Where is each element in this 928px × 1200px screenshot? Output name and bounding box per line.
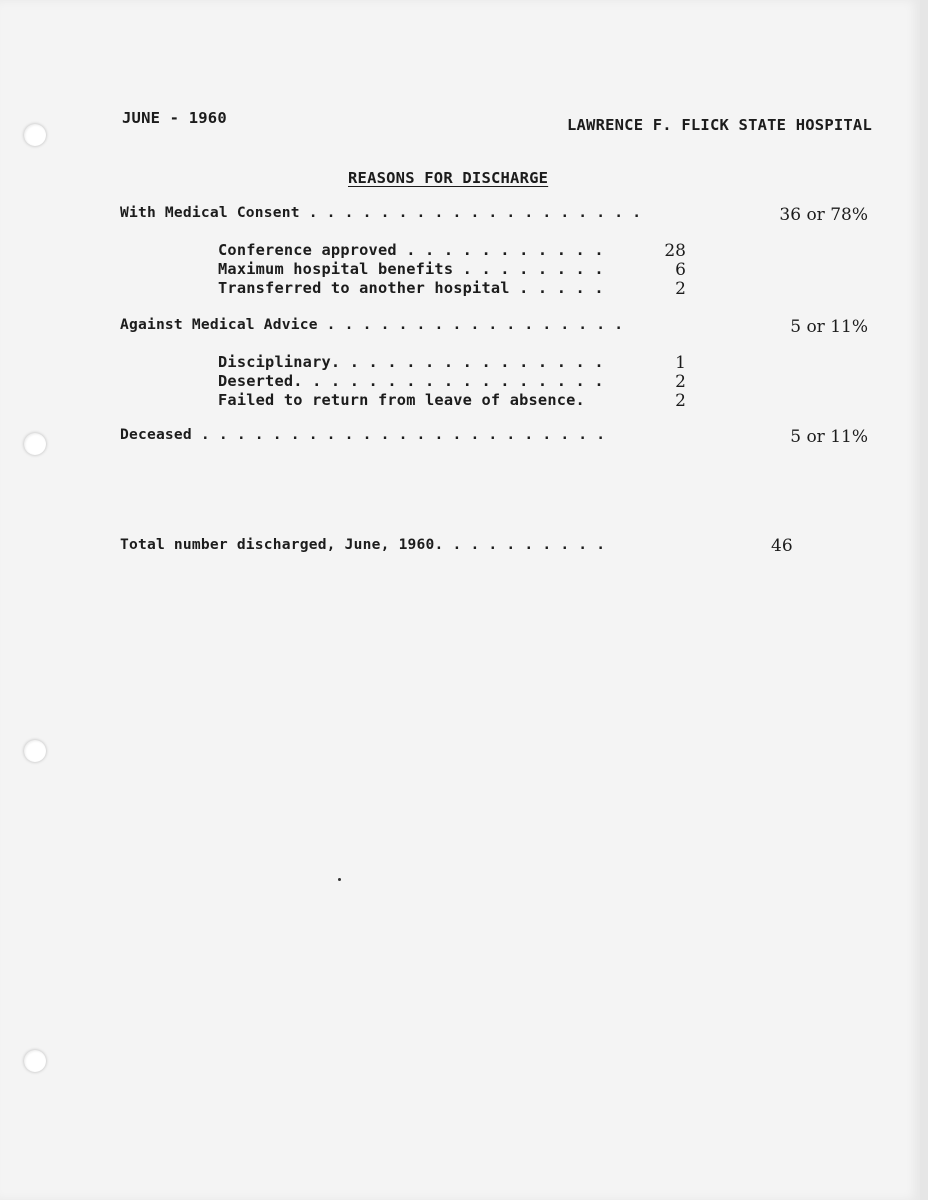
section-total-with-medical-consent: 36 or 78% bbox=[779, 205, 868, 225]
item-maximum-hospital-benefits: Maximum hospital benefits . . . . . . . . bbox=[218, 260, 604, 278]
total-discharged-value: 46 bbox=[771, 536, 793, 556]
report-date: JUNE - 1960 bbox=[122, 109, 227, 127]
section-deceased: Deceased . . . . . . . . . . . . . . . . . . . . . . . bbox=[120, 426, 606, 443]
hospital-name: LAWRENCE F. FLICK STATE HOSPITAL bbox=[566, 116, 872, 134]
item-deserted: Deserted. . . . . . . . . . . . . . . . . bbox=[218, 372, 604, 390]
punch-hole-1 bbox=[24, 124, 46, 146]
item-count: 2 bbox=[675, 372, 686, 392]
ink-speck bbox=[338, 878, 341, 881]
item-count: 28 bbox=[664, 241, 686, 261]
item-count: 2 bbox=[675, 279, 686, 299]
section-with-medical-consent: With Medical Consent . . . . . . . . . . . . . . . . . . . bbox=[120, 204, 642, 221]
item-transferred: Transferred to another hospital . . . . . bbox=[218, 279, 604, 297]
item-count: 2 bbox=[675, 391, 686, 411]
item-count: 1 bbox=[675, 353, 686, 373]
total-discharged-label: Total number discharged, June, 1960. . . . . . . . . . bbox=[120, 536, 606, 553]
punch-hole-3 bbox=[24, 740, 46, 762]
section-against-medical-advice: Against Medical Advice . . . . . . . . . . . . . . . . . bbox=[120, 316, 624, 333]
section-total-against-medical-advice: 5 or 11% bbox=[790, 317, 868, 337]
page-edge bbox=[920, 0, 928, 1200]
item-failed-to-return: Failed to return from leave of absence. bbox=[218, 391, 585, 409]
item-conference-approved: Conference approved . . . . . . . . . . . bbox=[218, 241, 604, 259]
item-disciplinary: Disciplinary. . . . . . . . . . . . . . . bbox=[218, 353, 604, 371]
section-total-deceased: 5 or 11% bbox=[790, 427, 868, 447]
punch-hole-4 bbox=[24, 1050, 46, 1072]
page-title: REASONS FOR DISCHARGE bbox=[348, 169, 549, 187]
punch-hole-2 bbox=[24, 433, 46, 455]
item-count: 6 bbox=[675, 260, 686, 280]
